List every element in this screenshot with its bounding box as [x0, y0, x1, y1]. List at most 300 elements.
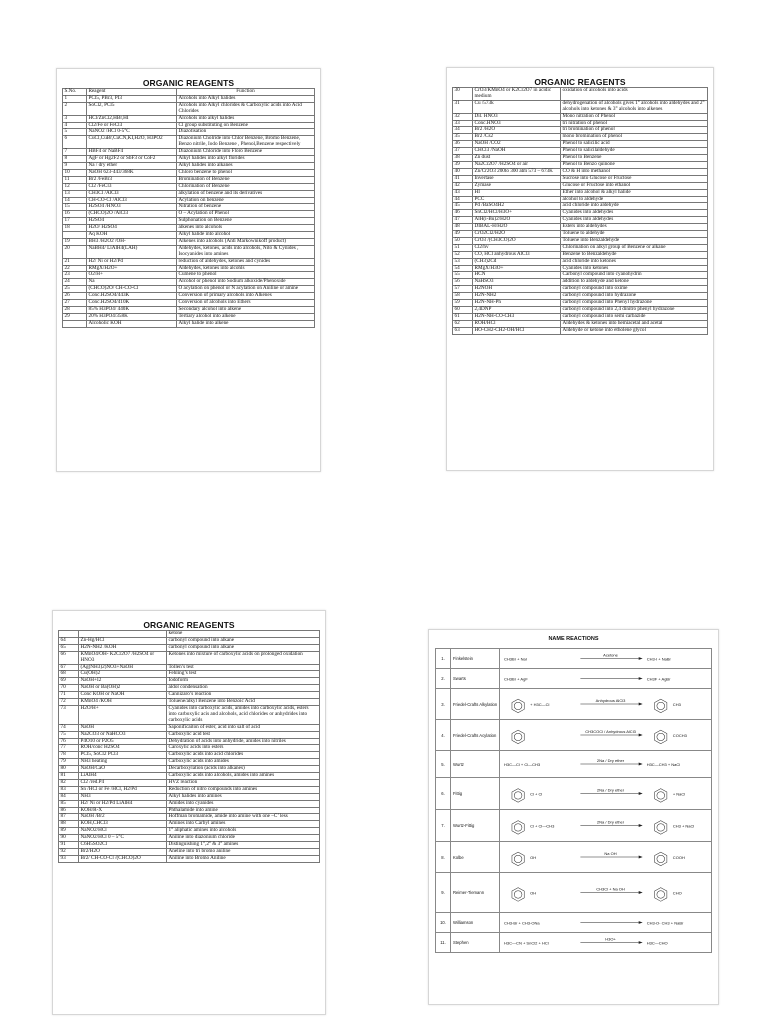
cell-reagent: Na2Cr2O7 /H2SO4 or air	[473, 161, 561, 168]
cell-function: Aldehydes, ketones into alcohls	[177, 265, 315, 272]
cell-function: Chlorination on alkyl group of Benzene or alkane	[561, 244, 708, 251]
cell-function: Amides into cyanides	[167, 800, 320, 807]
cell-sno: 34	[453, 127, 473, 134]
cell-reagent: H2SO4	[87, 218, 177, 225]
reaction-name: Stephen	[451, 933, 500, 952]
reaction-name: Fittig	[451, 778, 500, 809]
cell-function: Conversion of primary alcohols into Alkenes	[177, 293, 315, 300]
benzene-ring-inner	[657, 891, 665, 899]
cell-function: Acylation on benzene	[177, 197, 315, 204]
cell-sno: 73	[59, 705, 79, 724]
cell-sno: 50	[453, 237, 473, 244]
reaction-equation	[500, 720, 711, 750]
cell-reagent: NaBH4/ LiAlH4(LAH)	[87, 245, 177, 258]
reaction-number: 5.	[436, 751, 451, 777]
benzene-ring-product	[655, 789, 667, 803]
reactant-text: OH	[530, 890, 537, 896]
header-reagent: Reagent	[87, 89, 177, 96]
cell-function: carbonyl compound into 2,4 dinitro phenyl hydrazone	[561, 307, 708, 314]
table-row	[63, 245, 315, 258]
cell-function: Hoffman bromamide, amide into amine with one –C’ less	[167, 814, 320, 821]
cell-sno: 39	[453, 161, 473, 168]
cell-sno: 20	[63, 245, 87, 258]
cell-sno: 90	[59, 835, 79, 842]
cell-function: HVZ reaction	[167, 779, 320, 786]
cell-function: Aniline into Bromo Aniline	[167, 855, 320, 862]
cell-function: Diazonium Cholride into Chlor Benzene, Bromo Benzene, Benzo nitrile, Iodo Benzene , Phenol,Benzene respectively	[177, 136, 315, 149]
reaction-name: Wurtz-Fittig	[451, 810, 500, 841]
cell-sno: 22	[63, 265, 87, 272]
cell-sno: 80	[59, 766, 79, 773]
table-row	[453, 88, 708, 101]
cell-function: Phenol to salicilaldehyde	[561, 148, 708, 155]
cell-function: Cl group substituting on Benzene	[177, 122, 315, 129]
cell-function: Carbonyl compound into cyanohydrin	[561, 272, 708, 279]
table-row	[63, 115, 315, 122]
benzene-ring-product	[655, 821, 667, 835]
cell-function: Alcohols into Alkyl halides	[177, 95, 315, 102]
cell-reagent: NaOH /Br2	[79, 814, 167, 821]
cell-reagent: CO, HCl anhydrous AlCl3	[473, 251, 561, 258]
cell-reagent: Conc.HNO3	[473, 120, 561, 127]
cell-function: alcohol to aldehyde	[561, 196, 708, 203]
cell-sno: 23	[63, 272, 87, 279]
cell-reagent: HO-CH2-CH2-OH/HCl	[473, 327, 561, 334]
cell-reagent: AlH(i-Bu)2/H2O	[473, 217, 561, 224]
cell-reagent: NaOH or Ba(OH)2	[79, 685, 167, 692]
cell-reagent: H2O/ H2SO4	[87, 225, 177, 232]
cell-sno: 6	[63, 136, 87, 149]
cell-reagent: SnCl2/HCl/H3O+	[473, 210, 561, 217]
cell-sno: 87	[59, 814, 79, 821]
cell-sno: 53	[453, 258, 473, 265]
cell-function: aldol condensation	[167, 685, 320, 692]
reagent-text: CH3COCl / Anhydrous AlCl3	[585, 729, 636, 735]
reaction-number: 1.	[436, 649, 451, 668]
cell-reagent: Br2 /H2O	[473, 127, 561, 134]
cell-reagent: (CHCO)2O/ CH-CO-Cl	[87, 286, 177, 293]
reaction-row	[435, 649, 712, 669]
cell-function: carbonyl compound into Phenyl hydrazone	[561, 300, 708, 307]
reagents-table	[58, 630, 320, 863]
cell-function: O – Acylation of Phenol	[177, 211, 315, 218]
reaction-row	[435, 778, 712, 810]
reagents-page-1	[56, 68, 321, 472]
cell-sno: 19	[63, 238, 87, 245]
cell-reagent: CrO2Cl2/H2O	[473, 231, 561, 238]
cell-function: Saponificaiton of ester, acid into salt of acid	[167, 724, 320, 731]
cell-function: Caroxylic acids into esters	[167, 745, 320, 752]
cell-function: Carboxylic acid test	[167, 731, 320, 738]
cell-function: Diazotisation	[177, 129, 315, 136]
cell-function: Tertiary alcohol into alkene	[177, 313, 315, 320]
cell-sno: 25	[63, 286, 87, 293]
reactant-text: H3C—CN + SnCl2 + HCl	[504, 940, 549, 946]
reaction-equation	[500, 933, 711, 952]
reaction-name: Williamson	[451, 913, 500, 932]
cell-sno: 52	[453, 251, 473, 258]
cell-function: carbonyl compound into hydrazone	[561, 293, 708, 300]
reactant-text: H3C—Cl + Cl—CH3	[504, 762, 541, 767]
cell-reagent: Conc.H2SO4/443K	[87, 293, 177, 300]
cell-sno: 45	[453, 203, 473, 210]
cell-function: Mono nitration of Phenol	[561, 113, 708, 120]
reagents-table	[452, 87, 708, 335]
cell-reagent: Aq KOH	[87, 232, 177, 239]
table-row	[453, 113, 708, 120]
arrow-head	[639, 824, 643, 827]
table-row	[63, 102, 315, 115]
cell-function: Toluene to aldehyde	[561, 231, 708, 238]
arrow-head	[639, 921, 643, 924]
cell-reagent: (CHCO)2O /AlCl3	[87, 211, 177, 218]
cell-reagent: NaOH 623-443/368K	[87, 169, 177, 176]
cell-reagent: P4O10 or P2O5	[79, 738, 167, 745]
benzene-ring-product	[655, 699, 667, 713]
cell-reagent: Br2 /Cs2	[473, 134, 561, 141]
cell-function: Alkyl halide into alcohol	[177, 232, 315, 239]
table-row	[63, 136, 315, 149]
benzene-ring-inner	[514, 702, 522, 709]
reaction-row	[435, 933, 712, 953]
arrow-head	[639, 657, 643, 660]
cell-sno: 86	[59, 807, 79, 814]
page-title: ORGANIC REAGENTS	[142, 78, 235, 88]
cell-function: Cyanides into aldehydes	[561, 210, 708, 217]
product-text: CH3 + NaCl	[672, 823, 695, 829]
cell-reagent: Zymase	[473, 182, 561, 189]
cell-sno: 62	[453, 320, 473, 327]
reactant-text: OH	[530, 855, 537, 860]
cell-sno: 28	[63, 307, 87, 314]
cell-function: carbonyl compound into alkane	[167, 644, 320, 651]
name-reactions-page	[428, 629, 719, 1005]
cell-reagent: SoCl2, PCl5	[87, 102, 177, 115]
cell-reagent: RMgX/H2O+	[87, 265, 177, 272]
benzene-ring-reactant	[512, 852, 524, 866]
cell-function: Reduction of nitro compounds into amines	[167, 786, 320, 793]
cell-function: carbonyl compound into oxime	[561, 286, 708, 293]
cell-function: Cannizaro’s reaction	[167, 692, 320, 699]
benzene-ring-inner	[657, 855, 665, 862]
benzene-ring-inner	[657, 702, 665, 709]
benzene-ring-inner	[514, 733, 522, 740]
cell-reagent: KOH,CHCl3	[79, 821, 167, 828]
cell-function: Toluene/alkyl Benzene into Benzoic Acid	[167, 699, 320, 706]
cell-reagent: Dil. HNO3	[473, 113, 561, 120]
cell-function: Alkyl halides into amines	[167, 793, 320, 800]
cell-reagent: CHCl3 /NaOH	[473, 148, 561, 155]
cell-reagent: NH3	[79, 793, 167, 800]
cell-sno: 61	[453, 313, 473, 320]
cell-function: Aldehyde or ketone into etholene glycol	[561, 327, 708, 334]
reaction-equation	[500, 913, 711, 932]
reactant-text: CH3Br + AgF	[504, 676, 528, 682]
cell-sno: 29	[63, 313, 87, 320]
cell-sno: 14	[63, 197, 87, 204]
arrow-head	[639, 763, 643, 766]
arrow-head	[639, 792, 643, 795]
reagents-page-3	[52, 610, 326, 1015]
cell-reagent: (CH3)2Cd	[473, 258, 561, 265]
cell-sno: 56	[453, 279, 473, 286]
cell-sno: 5	[63, 129, 87, 136]
reaction-row	[435, 669, 712, 689]
product-text: CHO	[672, 890, 682, 896]
benzene-ring-product	[655, 888, 667, 902]
cell-sno: 9	[63, 162, 87, 169]
product-text: CH3-I + NaBr	[646, 656, 671, 662]
reactant-text: CH3Br + NaI	[504, 656, 527, 662]
cell-function: ketone	[167, 631, 320, 638]
cell-function: Cyanides into carboxylic acids, amides into carboxylic acids, esters into carboxylic acis and alcohols, acid chlorides or anhydrides into carboxylic acids	[167, 705, 320, 724]
cell-sno: 27	[63, 300, 87, 307]
cell-sno: 58	[453, 293, 473, 300]
cell-function: Ether into alcohol & alkyl halide	[561, 189, 708, 196]
cell-sno: 33	[453, 120, 473, 127]
reagent-text: 2Na / Dry ether	[596, 819, 625, 825]
benzene-ring-inner	[514, 824, 522, 831]
cell-reagent: Conc.H2SO4/410K	[87, 300, 177, 307]
cell-sno: 47	[453, 217, 473, 224]
cell-reagent: NaOH+I2	[79, 678, 167, 685]
product-text: COCH3	[672, 733, 687, 738]
cell-sno: 79	[59, 759, 79, 766]
cell-sno: 75	[59, 731, 79, 738]
arrow-head	[639, 734, 643, 737]
cell-function: Phenol to salicilic acid	[561, 141, 708, 148]
cell-function: Dehydration of acids into anhydride, amides into nitriles	[167, 738, 320, 745]
reaction-equation	[500, 810, 711, 841]
cell-reagent: KMnO4/OH- K2Cr2O7 /H2SO4 or HNO3	[79, 651, 167, 664]
cell-reagent: CrO3/KMnO4 or K2Cr2O7 in acidic medium	[473, 88, 561, 101]
cell-function: Secondary alcohol into alkene	[177, 307, 315, 314]
cell-function: Bromination of Benzene	[177, 176, 315, 183]
cell-function: Diazonium Chloride into Floro Benzene	[177, 149, 315, 156]
product-text: CH3F + AgBr	[646, 676, 671, 682]
cell-sno: 74	[59, 724, 79, 731]
cell-function: Carboxylic acids into amides	[167, 759, 320, 766]
reaction-name: Friedel-Crafts Alkylation	[451, 689, 500, 719]
page-title: ORGANIC REAGENTS	[143, 620, 235, 630]
cell-sno: 40	[453, 168, 473, 175]
cell-reagent: NaOH	[79, 724, 167, 731]
benzene-ring-reactant	[512, 699, 524, 713]
reaction-row	[435, 751, 712, 778]
reaction-number: 11.	[436, 933, 451, 952]
cell-function: Chlorination of Benzene	[177, 183, 315, 190]
cell-function: tri nitration of phenol	[561, 120, 708, 127]
cell-reagent: Sn /HCl or Fe /HCl, H2/Pd	[79, 786, 167, 793]
reaction-row	[435, 720, 712, 751]
reaction-equation	[500, 842, 711, 872]
cell-sno: 81	[59, 773, 79, 780]
cell-sno: 43	[453, 189, 473, 196]
cell-reagent: Zn/Cr2O3 200to 300 atm 573 – 673K	[473, 168, 561, 175]
reaction-number: 8.	[436, 842, 451, 872]
reactant-text: + H3C—Cl	[530, 702, 550, 707]
benzene-ring-inner	[514, 891, 522, 899]
cell-reagent: Cl2 /red.P4	[79, 779, 167, 786]
table-row	[453, 189, 708, 196]
cell-reagent: H2NOH	[473, 286, 561, 293]
reaction-number: 4.	[436, 720, 451, 750]
cell-reagent: Cl2 /FeCl3	[87, 183, 177, 190]
cell-reagent: Br2 /FeBr3	[87, 176, 177, 183]
cell-sno: 84	[59, 793, 79, 800]
cell-function: acid chloride into aldehyde	[561, 203, 708, 210]
table-row	[63, 190, 315, 197]
reaction-name: Friedel-Crafts Acylation	[451, 720, 500, 750]
cell-function: Iodoform	[167, 678, 320, 685]
cell-sno: 60	[453, 307, 473, 314]
cell-function: reduction of aldehydes, ketones and cynides	[177, 258, 315, 265]
cell-reagent: HCN	[473, 272, 561, 279]
reaction-equation	[500, 669, 711, 688]
cell-function: alkenes into alcohols	[177, 225, 315, 232]
cell-function: oxidation of alcohols into acids	[561, 88, 708, 101]
cell-reagent: 20% H3PO4/358K	[87, 313, 177, 320]
benzene-ring-product	[655, 730, 667, 744]
cell-reagent: NaHSO3	[473, 279, 561, 286]
cell-reagent: Conc KOH or NaOH	[79, 692, 167, 699]
cell-reagent: BH3 /H2O2 /OH-	[87, 238, 177, 245]
cell-sno: 32	[453, 113, 473, 120]
reaction-name: Finkelstein	[451, 649, 500, 668]
cell-reagent: NaNO2 /HCl 0-5°C	[87, 129, 177, 136]
cell-sno: 44	[453, 196, 473, 203]
cell-reagent: CH-CO-Cl /AlCl3	[87, 197, 177, 204]
cell-reagent: Zn dust	[473, 155, 561, 162]
cell-reagent: Cl2/Fe or FeCl3	[87, 122, 177, 129]
reaction-name: Wurtz	[451, 751, 500, 777]
cell-reagent: CrO3 /(CH3CO)2O	[473, 237, 561, 244]
cell-reagent: H2/ Ni or H2/Pd LiAlH4	[79, 800, 167, 807]
cell-sno: 17	[63, 218, 87, 225]
product-text: COOH	[672, 855, 685, 860]
cell-reagent: H2/ Ni or H2/Pd	[87, 258, 177, 265]
cell-reagent: NaOH /CO2	[473, 141, 561, 148]
cell-function: Distinguishing 1°,2° & 3° amines	[167, 842, 320, 849]
benzene-ring-reactant	[512, 789, 524, 803]
cell-function: Alcohol or phenol into Sodium alkoxide/Phenoxide	[177, 279, 315, 286]
cell-function: Conversion of alcohols into Ethers	[177, 300, 315, 307]
reagent-text: 2Na / Dry ether	[596, 787, 625, 793]
cell-sno: 92	[59, 849, 79, 856]
cell-function: CO & H into methanol	[561, 168, 708, 175]
cell-function: Sulphonation on Benzene	[177, 218, 315, 225]
cell-reagent: Br2/ CH-CO-Cl /(CHCO)2O	[79, 855, 167, 862]
reaction-name: Kolbe	[451, 842, 500, 872]
cell-sno: 3	[63, 115, 87, 122]
reaction-row	[435, 873, 712, 913]
benzene-ring-inner	[657, 733, 665, 740]
cell-reagent: NaNO2/HCl 0 – 5°C	[79, 835, 167, 842]
cell-function: Alkyl halide into alkene	[177, 320, 315, 327]
cell-reagent: (Ag(NH3)2)NO3+NaOH	[79, 664, 167, 671]
cell-function: 1° aliphatic amines into alcohols	[167, 828, 320, 835]
cell-reagent: NaOH/CaO	[79, 766, 167, 773]
reaction-row	[435, 689, 712, 720]
benzene-ring-inner	[514, 792, 522, 799]
cell-reagent: Na	[87, 279, 177, 286]
reaction-equation	[500, 649, 711, 668]
cell-reagent: 2,4DNP	[473, 307, 561, 314]
cell-function: Toluene into Benzaldehyde	[561, 237, 708, 244]
arrow-head	[639, 941, 643, 944]
cell-function: Carboxylic acids into alcohols, amides into amines	[167, 773, 320, 780]
cell-sno: 38	[453, 155, 473, 162]
cell-function: dehydrogenation of alcohols gives 1° alcohols into aldehydes and 2° alcohols into ketones & 3° alcohols into alkenes	[561, 100, 708, 113]
cell-function: Phenol to Benzo quinone	[561, 161, 708, 168]
cell-sno: 65	[59, 644, 79, 651]
benzene-ring-reactant	[512, 821, 524, 835]
reaction-row	[435, 810, 712, 842]
table-row	[59, 651, 320, 664]
cell-function: Decarboxylation (acids into alkanes)	[167, 766, 320, 773]
cell-reagent: Cu /573k	[473, 100, 561, 113]
table-row	[63, 320, 315, 327]
cell-reagent: LiAlH4	[79, 773, 167, 780]
reactant-text: Cl + Cl	[530, 791, 543, 797]
cell-reagent: O2/H+	[87, 272, 177, 279]
product-text: + NaCl	[672, 791, 686, 797]
cell-reagent: H2N-NH-CO-CH3	[473, 313, 561, 320]
cell-reagent: PCl5, PBr3, PI3	[87, 95, 177, 102]
reaction-row	[435, 842, 712, 873]
cell-sno: 31	[453, 100, 473, 113]
reactant-text: CH3-Br + CH3-ONa	[504, 920, 540, 926]
reaction-name: Swarts	[451, 669, 500, 688]
cell-sno: 59	[453, 300, 473, 307]
cell-function: mono bromination of phenol	[561, 134, 708, 141]
arrow-head	[639, 856, 643, 859]
cell-function: Alcohols into alkyl halides	[177, 115, 315, 122]
cell-sno: 37	[453, 148, 473, 155]
cell-sno: 57	[453, 286, 473, 293]
cell-function: Amines into Carbyl amines	[167, 821, 320, 828]
reaction-equation	[500, 689, 711, 719]
cell-sno: 42	[453, 182, 473, 189]
cell-reagent: C6H5SO2Cl	[79, 842, 167, 849]
cell-sno: 82	[59, 779, 79, 786]
cell-sno: 69	[59, 678, 79, 685]
cell-sno: 13	[63, 190, 87, 197]
product-text: H3C—CH3 + NaCl	[646, 762, 681, 767]
reagents-table	[62, 88, 315, 328]
cell-reagent: Cu(OH)2	[79, 671, 167, 678]
cell-function: Cumene to phenol	[177, 272, 315, 279]
cell-reagent: NaNO2/HCl	[79, 828, 167, 835]
cell-function: Alkyl halides into alkanes	[177, 162, 315, 169]
cell-reagent: Invertase	[473, 175, 561, 182]
cell-function: Benzene to Benzaldehyde	[561, 251, 708, 258]
cell-sno: 15	[63, 204, 87, 211]
header-function: Function	[177, 89, 315, 96]
cell-function: Ketones into mixture of carboxylic acids on prolonged oxidation	[167, 651, 320, 664]
cell-sno: 88	[59, 821, 79, 828]
cell-reagent: H2N-NH-Ph	[473, 300, 561, 307]
cell-sno: 77	[59, 745, 79, 752]
benzene-ring-inner	[657, 792, 665, 799]
cell-function: Cyanides into aldehydes	[561, 217, 708, 224]
cell-sno: 7	[63, 149, 87, 156]
product-text: CH3-O- CH3 + NaBr	[646, 920, 684, 926]
cell-sno: 89	[59, 828, 79, 835]
cell-reagent: CuCl,CuBr,CuCN,KI,H2O, H3PO2	[87, 136, 177, 149]
cell-function: Aldehydes, ketones, acids into alcohols, Nito & Cynides , Isocyanides into amines	[177, 245, 315, 258]
cell-function: acid chloride into ketones	[561, 258, 708, 265]
